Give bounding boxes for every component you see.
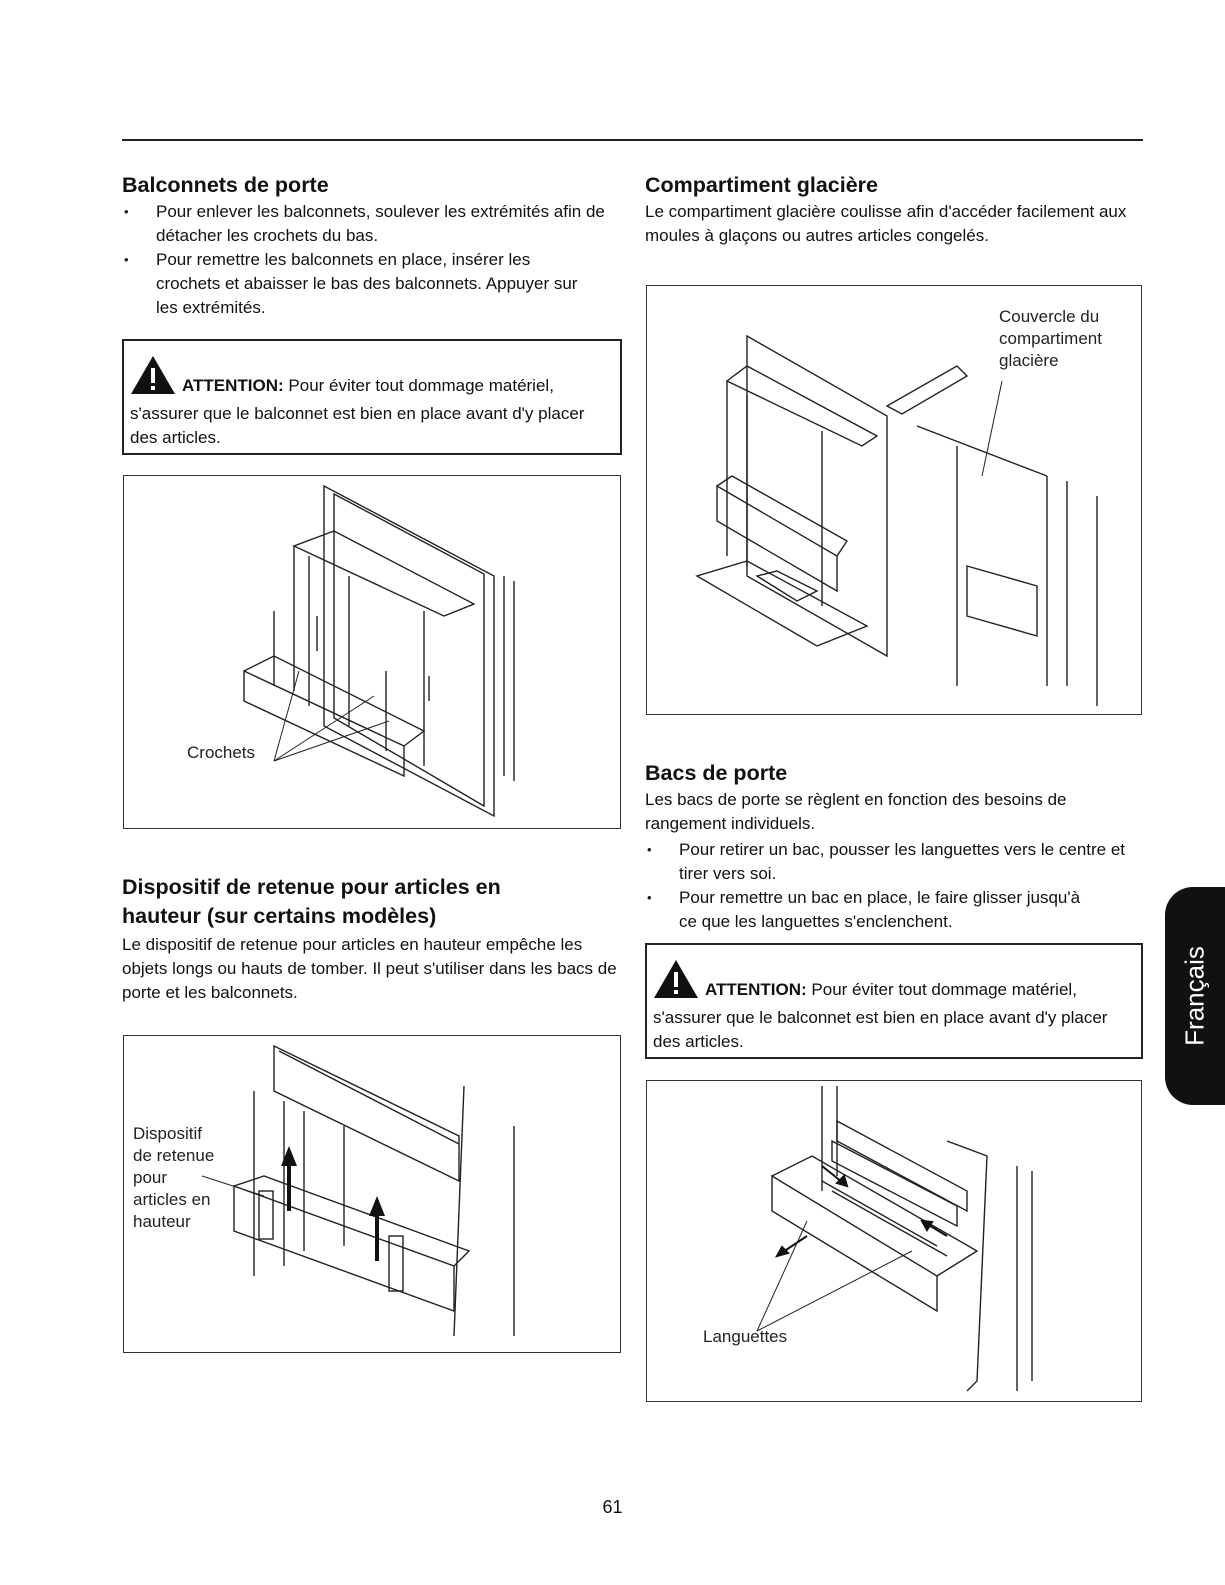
figure-dispositif-retenue (123, 1035, 621, 1353)
caution-text: Pour éviter tout dommage matériel, s'assurer que le balconnet est bien en place avant d'y placer des articles. (653, 980, 1108, 1051)
caution-text: Pour éviter tout dommage matériel, s'assurer que le balconnet est bien en place avant d'y placer des articles. (130, 376, 585, 447)
figure-compartiment-glaciere (646, 285, 1142, 715)
caution-label: ATTENTION: (182, 376, 284, 395)
left-column (122, 172, 622, 320)
section-title-balconnets: Balconnets de porte (122, 173, 329, 197)
caution-box-left (122, 339, 622, 455)
balconnet-illustration (124, 476, 622, 830)
bullet-item: • Pour enlever les balconnets, soulever les extrémités afin de détacher les crochets du bas. (122, 200, 622, 248)
figure-label-dispositif: Dispositif de retenue pour articles en hauteur (133, 1124, 215, 1231)
section-title-bacs: Bacs de porte (645, 761, 788, 785)
figure-label-languettes: Languettes (703, 1327, 788, 1346)
bullet-item: • Pour retirer un bac, pousser les languettes vers le centre et tirer vers soi. (645, 838, 1129, 886)
section-title-glaciere: Compartiment glacière (645, 173, 878, 197)
language-tab (1165, 887, 1225, 1105)
language-tab-label: Français (1179, 946, 1210, 1046)
glaciere-text: Le compartiment glacière coulisse afin d'accéder facilement aux moules à glaçons ou autres articles congelés. (645, 202, 1127, 245)
retenue-section (122, 873, 622, 1005)
bacs-text: Les bacs de porte se règlent en fonction des besoins de rangement individuels. (645, 790, 1067, 833)
figure-balconnet-crochets (123, 475, 621, 829)
balconnets-bullets (122, 200, 622, 320)
warning-triangle-icon (130, 355, 176, 402)
top-rule (122, 139, 1143, 141)
figure-label-crochets: Crochets (187, 743, 256, 762)
bullet-item: • Pour remettre un bac en place, le faire glisser jusqu'à ce que les languettes s'enclenchent. (645, 886, 1099, 934)
bullet-item: • Pour remettre les balconnets en place, insérer les crochets et abaisser le bas des balconnets. Appuyer sur les extrémités. (122, 248, 596, 320)
page-number: 61 (602, 1497, 623, 1517)
caution-label: ATTENTION: (705, 980, 807, 999)
caution-box-right (645, 943, 1143, 1059)
figure-label-couvercle: Couvercle du compartiment glacière (999, 307, 1102, 370)
right-column (645, 172, 1145, 248)
section-title-retenue: Dispositif de retenue pour articles en hauteur (sur certains modèles) (122, 875, 501, 928)
languettes-illustration (647, 1081, 1143, 1403)
bacs-bullets (645, 838, 1145, 934)
warning-triangle-icon (653, 959, 699, 1006)
retenue-text: Le dispositif de retenue pour articles en hauteur empêche les objets longs ou hauts de tomber. Il peut s'utiliser dans les bacs de porte et les balconnets. (122, 935, 617, 1002)
figure-languettes (646, 1080, 1142, 1402)
bacs-section (645, 760, 1145, 934)
